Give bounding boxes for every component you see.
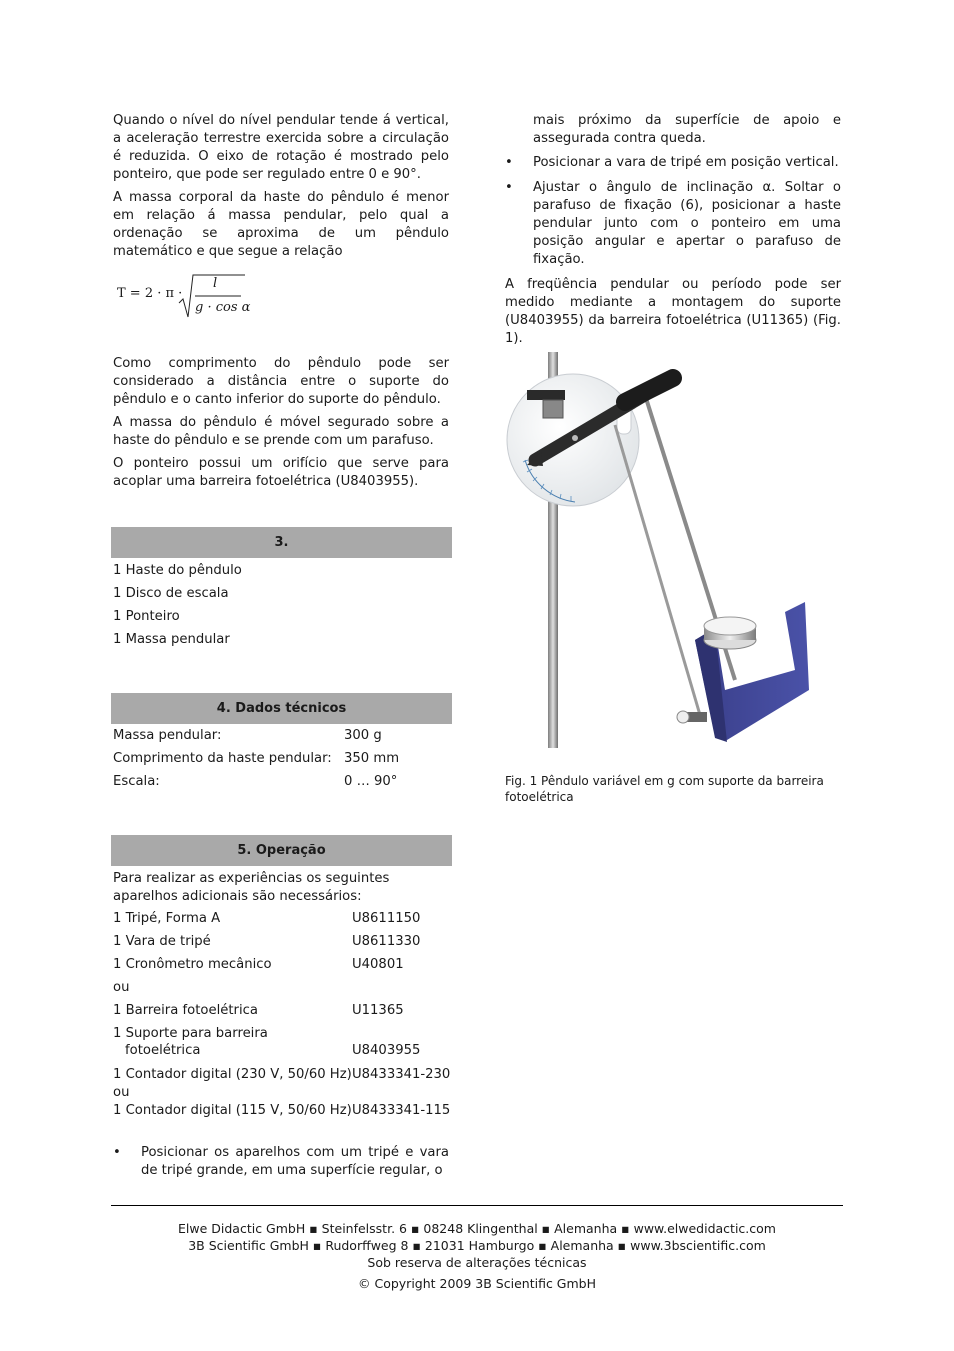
equipment-code: U8611150: [352, 911, 421, 926]
or-text: ou: [113, 980, 130, 995]
list-item: 1 Disco de escala: [113, 586, 229, 601]
table-row: [113, 933, 451, 956]
table-row: [113, 1025, 451, 1066]
equipment-name: 1 Suporte para barreira: [113, 1026, 268, 1041]
tech-value: 350 mm: [344, 751, 400, 766]
tech-data-table: [113, 727, 453, 796]
left-column: [113, 112, 449, 496]
table-row: [113, 956, 451, 979]
paragraph-length: Como comprimento do pêndulo pode ser considerado a distância entre o suporte do pêndulo e o canto inferior do suporte do pêndulo.: [113, 356, 449, 407]
equipment-code: U8403955: [352, 1043, 421, 1058]
equipment-code: U11365: [352, 1003, 404, 1018]
equipment-code: U40801: [352, 957, 404, 972]
equipment-name: 1 Contador digital (115 V, 50/60 Hz): [113, 1103, 352, 1118]
pendulum-formula: [117, 273, 449, 325]
equipment-name: 1 Cronômetro mecânico: [113, 957, 272, 972]
list-item: 1 Haste do pêndulo: [113, 563, 242, 578]
section-3-list: [113, 562, 453, 654]
equipment-name: 1 Contador digital (230 V, 50/60 Hz): [113, 1067, 352, 1082]
table-row: [113, 1066, 451, 1084]
table-row: [113, 1102, 451, 1125]
footer-address-3b: 3B Scientific GmbH ▪ Rudorffweg 8 ▪ 21031 Hamburgo ▪ Alemanha ▪ www.3bscientific.com: [188, 1238, 766, 1253]
equipment-name: 1 Tripé, Forma A: [113, 911, 221, 926]
equipment-name: 1 Barreira fotoelétrica: [113, 1003, 258, 1018]
tech-label: Escala:: [113, 774, 160, 789]
pendulum-figure: [505, 350, 815, 750]
section-4-header: 4. Dados técnicos: [111, 693, 452, 724]
operation-intro: Para realizar as experiências os seguintes aparelhos adicionais são necessários:: [113, 871, 390, 904]
footer-address-elwe: Elwe Didactic GmbH ▪ Steinfelsstr. 6 ▪ 08248 Klingenthal ▪ Alemanha ▪ www.elwedidactic.com: [178, 1221, 776, 1236]
bullet-item: • Posicionar os aparelhos com um tripé e vara de tripé grande, em uma superfície regular, o: [113, 1144, 449, 1167]
section-3-header: 3.: [111, 527, 452, 558]
footer-disclaimer: Sob reserva de alterações técnicas: [367, 1255, 587, 1270]
table-row: [113, 1002, 451, 1025]
page-footer: [111, 1220, 843, 1292]
or-text: ou: [113, 1085, 130, 1100]
pendulum-apparatus-illustration: [505, 350, 815, 750]
paragraph-vertical-acceleration: Quando o nível do nível pendular tende á vertical, a aceleração terrestre exercida sobre a circulação é reduzida. O eixo de rotação é mostrado pelo ponteiro, que pode ser regulado entre 0 e 90°.: [113, 113, 449, 182]
equipment-name-cont: fotoelétrica: [125, 1043, 201, 1058]
operation-list: [113, 870, 451, 1178]
paragraph-mass-relation: A massa corporal da haste do pêndulo é menor em relação á massa pendular, pelo qual a ordenação se aproxima de um pêndulo matemático e que segue a relação: [113, 190, 449, 259]
tech-label: Massa pendular:: [113, 728, 222, 743]
table-row: [113, 773, 453, 796]
paragraph-frequency: A freqüência pendular ou período pode ser medido mediante a montagem do suporte (U8403955) da barreira fotoelétrica (U11365) (Fig. 1).: [505, 277, 841, 346]
list-item: 1 Ponteiro: [113, 609, 180, 624]
tech-value: 300 g: [344, 728, 382, 743]
section-5-header: 5. Operação: [111, 835, 452, 866]
table-row: [113, 750, 453, 773]
footer-copyright: © Copyright 2009 3B Scientific GmbH: [358, 1276, 596, 1291]
figure-caption: Fig. 1 Pêndulo variável em g com suporte da barreira fotoelétrica: [505, 774, 824, 804]
bullet-item: • Ajustar o ângulo de inclinação α. Soltar o parafuso de fixação (6), posicionar a haste pendular junto com o ponteiro em uma posição angular e apertar o parafuso de fixação.: [505, 179, 841, 269]
bullet-continuation: mais próximo da superfície de apoio e assegurada contra queda.: [533, 113, 841, 146]
table-row: [113, 727, 453, 750]
formula-denominator: g · cos α: [195, 300, 251, 315]
equipment-code: U8611330: [352, 934, 421, 949]
paragraph-mass-screw: A massa do pêndulo é móvel segurado sobre a haste do pêndulo e se prende com um parafuso.: [113, 415, 449, 448]
formula-numerator: l: [213, 276, 218, 291]
tech-value: 0 … 90°: [344, 774, 398, 789]
table-row: [113, 910, 451, 933]
paragraph-pointer: O ponteiro possui um orifício que serve para acoplar uma barreira fotoelétrica (U8403955).: [113, 456, 449, 489]
right-column: [505, 112, 841, 353]
footer-divider: [111, 1205, 843, 1206]
formula-lhs: T = 2 · π ·: [117, 286, 183, 301]
equipment-name: 1 Vara de tripé: [113, 934, 211, 949]
list-item: 1 Massa pendular: [113, 632, 230, 647]
equipment-code: U8433341-115: [352, 1103, 451, 1118]
tech-label: Comprimento da haste pendular:: [113, 751, 332, 766]
equipment-code: U8433341-230: [352, 1067, 451, 1082]
bullet-item: • Posicionar a vara de tripé em posição vertical.: [505, 154, 841, 172]
